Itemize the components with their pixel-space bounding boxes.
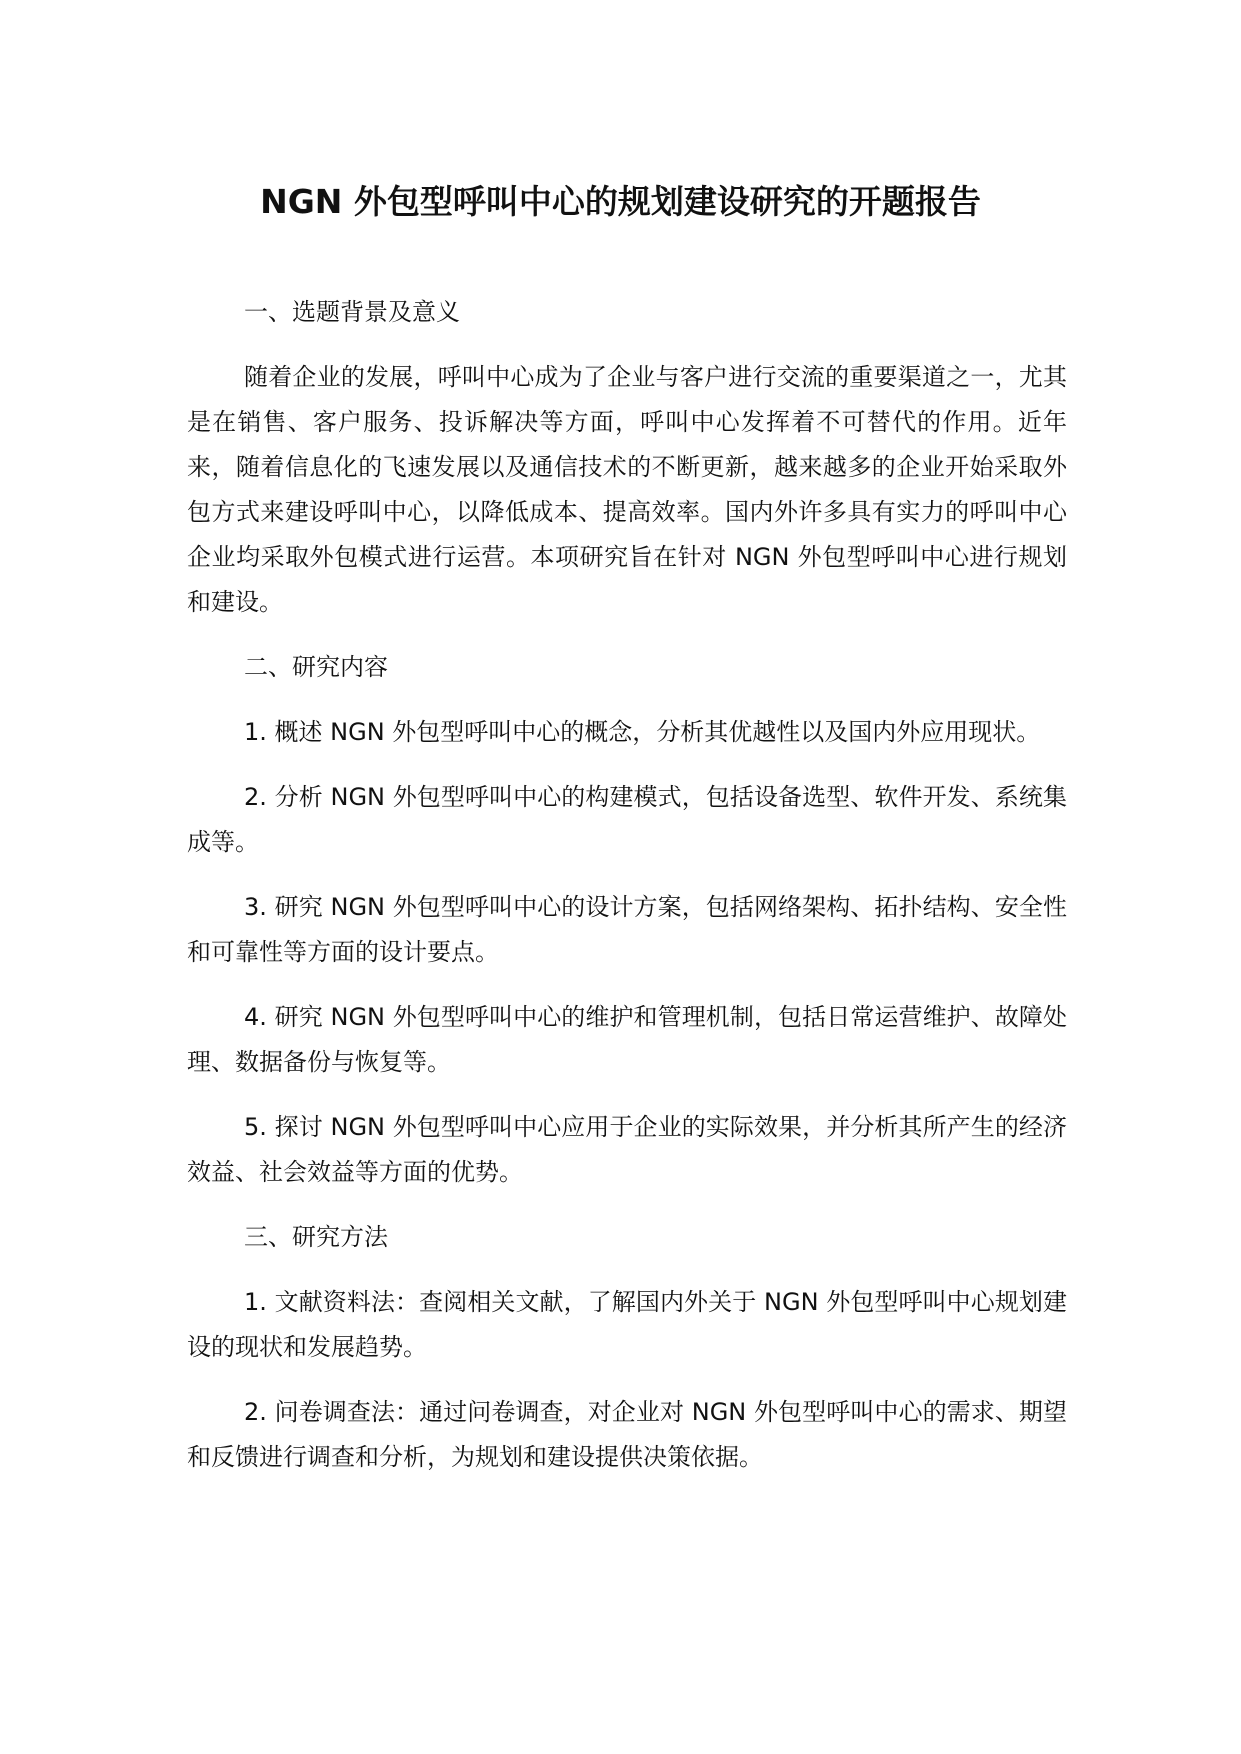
content-item-3: 3. 研究 NGN 外包型呼叫中心的设计方案，包括网络架构、拓扑结构、安全性和可靠性等方面的设计要点。 [187, 893, 1067, 966]
method-item-1: 1. 文献资料法：查阅相关文献，了解国内外关于 NGN 外包型呼叫中心规划建设的现状和发展趋势。 [187, 1288, 1067, 1361]
content-item-1: 1. 概述 NGN 外包型呼叫中心的概念，分析其优越性以及国内外应用现状。 [244, 718, 1041, 746]
section-heading-content: 二、研究内容 [244, 653, 388, 681]
method-item-2: 2. 问卷调查法：通过问卷调查，对企业对 NGN 外包型呼叫中心的需求、期望和反馈进行调查和分析，为规划和建设提供决策依据。 [187, 1398, 1067, 1471]
section-heading-methods: 三、研究方法 [244, 1223, 388, 1251]
content-item-5: 5. 探讨 NGN 外包型呼叫中心应用于企业的实际效果，并分析其所产生的经济效益、社会效益等方面的优势。 [187, 1113, 1067, 1186]
paragraph-background: 随着企业的发展，呼叫中心成为了企业与客户进行交流的重要渠道之一，尤其是在销售、客户服务、投诉解决等方面，呼叫中心发挥着不可替代的作用。近年来，随着信息化的飞速发展以及通信技术的不断更新，越来越多的企业开始采取外包方式来建设呼叫中心，以降低成本、提高效率。国内外许多具有实力的呼叫中心企业均采取外包模式进行运营。本项研究旨在针对 NGN 外包型呼叫中心进行规划和建设。 [187, 363, 1067, 616]
section-heading-background: 一、选题背景及意义 [244, 298, 460, 326]
document-body [187, 290, 1067, 1500]
content-item-4: 4. 研究 NGN 外包型呼叫中心的维护和管理机制，包括日常运营维护、故障处理、数据备份与恢复等。 [187, 1003, 1067, 1076]
document-title: NGN 外包型呼叫中心的规划建设研究的开题报告 [260, 182, 981, 221]
content-item-2: 2. 分析 NGN 外包型呼叫中心的构建模式，包括设备选型、软件开发、系统集成等。 [187, 783, 1067, 856]
